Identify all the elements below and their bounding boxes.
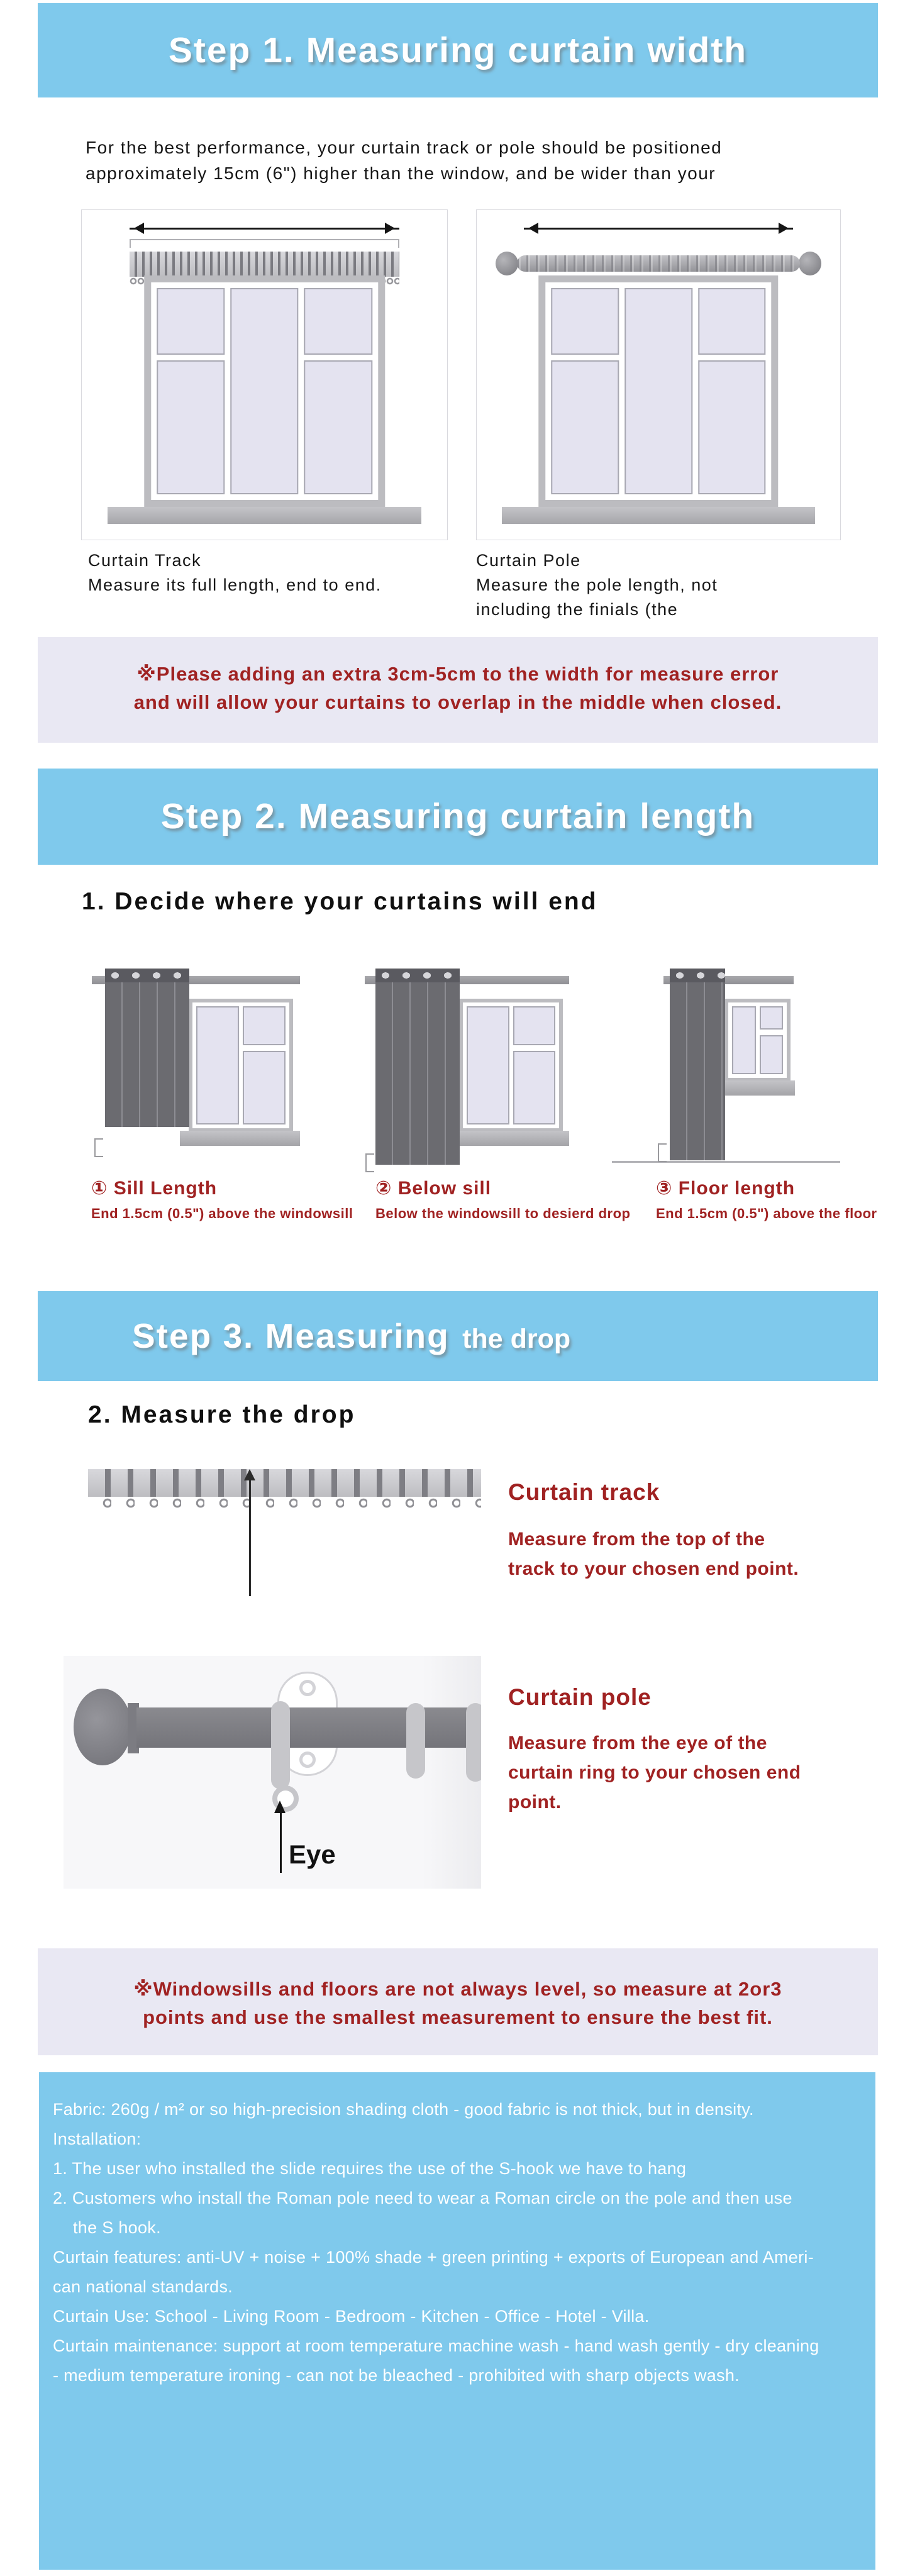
width-warning-panel xyxy=(38,637,878,743)
window-pane xyxy=(230,288,298,494)
pole-measure-line-1: Measure from the eye of the xyxy=(508,1733,767,1753)
width-warning-line-2: and will allow your curtains to overlap in the middle when closed. xyxy=(133,691,782,713)
pole-measure-title: Curtain pole xyxy=(508,1684,652,1710)
footer-line-maintenance-2: - medium temperature ironing - can not be bleached - prohibited with sharp objects wash. xyxy=(53,2366,740,2385)
step2-heading: 1. Decide where your curtains will end xyxy=(82,888,598,915)
window-pane xyxy=(698,360,766,494)
grommet-header-graphic xyxy=(670,969,725,982)
window-pane xyxy=(551,288,619,355)
curtain-pole-illustration xyxy=(476,209,841,540)
window-graphic xyxy=(189,999,293,1132)
window-pane xyxy=(196,1006,239,1124)
curtain-track-graphic xyxy=(130,252,400,277)
curtain-graphic xyxy=(105,969,189,1127)
window-graphic xyxy=(459,999,563,1132)
footer-line-install-2b: the S hook. xyxy=(73,2218,161,2237)
windowsill-graphic xyxy=(452,1131,569,1146)
windowsill-graphic xyxy=(108,507,422,524)
grommet-header-graphic xyxy=(375,969,460,982)
curtain-ring-icon xyxy=(466,1703,481,1782)
curtain-pole-eye-illustration xyxy=(64,1656,481,1889)
window-pane xyxy=(243,1051,286,1124)
measure-point-bracket-icon xyxy=(365,1153,374,1172)
footer-line-features-2: can national standards. xyxy=(53,2277,233,2296)
step3-banner-sub: the drop xyxy=(462,1324,571,1354)
intro-line-1: For the best performance, your curtain track or pole should be positioned xyxy=(86,138,723,157)
length-option-3-subtitle: End 1.5cm (0.5") above the floor xyxy=(656,1206,877,1221)
measure-arrow-line xyxy=(249,1479,251,1596)
track-caption-title: Curtain Track xyxy=(88,551,202,570)
length-option-3-title: ③ Floor length xyxy=(656,1178,796,1199)
curtain-graphic xyxy=(670,969,725,1160)
eye-label: Eye xyxy=(289,1840,336,1869)
level-warning-panel xyxy=(38,1948,878,2055)
product-details-panel xyxy=(39,2072,875,2570)
step1-banner: Step 1. Measuring curtain width xyxy=(38,3,878,97)
length-option-2-title: ② Below sill xyxy=(375,1178,492,1199)
pole-caption xyxy=(476,548,718,622)
level-warning-line-2: points and use the smallest measurement to ensure the best fit. xyxy=(143,2006,773,2028)
track-measure-line-2: track to your chosen end point. xyxy=(508,1558,799,1579)
windowsill-graphic xyxy=(502,507,814,524)
step3-banner xyxy=(38,1291,878,1381)
width-double-arrow-icon xyxy=(524,228,793,230)
pole-finial-icon xyxy=(74,1689,131,1765)
window-pane xyxy=(304,360,372,494)
window-pane xyxy=(157,360,225,494)
footer-line-installation: Installation: xyxy=(53,2129,141,2148)
floor-line xyxy=(612,1161,840,1163)
curtain-pole-graphic xyxy=(517,255,801,272)
track-caption-text: Measure its full length, end to end. xyxy=(88,575,382,594)
step1-intro-text xyxy=(86,135,891,186)
width-warning-line-1: ※Please adding an extra 3cm-5cm to the width for measure error xyxy=(136,663,779,685)
curtain-track-gliders-graphic xyxy=(88,1497,481,1511)
intro-line-2: approximately 15cm (6") higher than the window, and be wider than your xyxy=(86,164,716,183)
windowsill-graphic xyxy=(180,1131,300,1146)
windowsill-graphic xyxy=(722,1080,795,1096)
window-pane xyxy=(698,288,766,355)
pole-measure-line-2: curtain ring to your chosen end xyxy=(508,1762,801,1783)
window-graphic xyxy=(144,275,385,507)
length-option-3 xyxy=(656,1177,877,1222)
pole-caption-text-1: Measure the pole length, not xyxy=(476,575,718,594)
step3-heading: 2. Measure the drop xyxy=(88,1401,356,1428)
footer-line-fabric: Fabric: 260g / m² or so high-precision shading cloth - good fabric is not thick, but in density. xyxy=(53,2100,754,2119)
window-pane xyxy=(513,1051,556,1124)
measure-arrow-line xyxy=(280,1813,282,1873)
curtain-graphic xyxy=(375,969,460,1165)
curtain-ring-icon xyxy=(406,1703,425,1779)
window-pane xyxy=(732,1006,756,1074)
measure-bracket-icon xyxy=(130,239,400,248)
length-option-1-title: ① Sill Length xyxy=(91,1178,218,1199)
window-pane xyxy=(760,1035,784,1074)
curtain-track-illustration xyxy=(81,209,448,540)
window-pane xyxy=(304,288,372,355)
level-warning-line-1: ※Windowsills and floors are not always level, so measure at 2or3 xyxy=(133,1978,782,2000)
track-measure-text xyxy=(508,1524,799,1584)
window-pane xyxy=(513,1006,556,1045)
pole-finial-icon xyxy=(799,252,821,275)
window-graphic xyxy=(538,275,778,507)
footer-line-install-2: 2. Customers who install the Roman pole need to wear a Roman circle on the pole and then use xyxy=(53,2189,792,2207)
length-option-1 xyxy=(91,1177,353,1222)
measure-point-bracket-icon xyxy=(94,1138,103,1157)
window-pane xyxy=(760,1006,784,1030)
track-measure-line-1: Measure from the top of the xyxy=(508,1529,765,1550)
length-option-2-subtitle: Below the windowsill to desierd drop xyxy=(375,1206,631,1221)
window-graphic xyxy=(724,999,791,1082)
window-pane xyxy=(551,360,619,494)
length-option-2 xyxy=(375,1177,630,1222)
pole-finial-icon xyxy=(496,252,518,275)
measure-point-bracket-icon xyxy=(658,1143,667,1162)
window-pane xyxy=(624,288,692,494)
pole-caption-text-2: including the finials (the xyxy=(476,600,679,619)
step2-banner: Step 2. Measuring curtain length xyxy=(38,769,878,865)
up-arrow-icon xyxy=(274,1801,286,1813)
curtain-pole-graphic xyxy=(136,1707,481,1748)
pole-measure-line-3: point. xyxy=(508,1792,562,1813)
pole-measure-text xyxy=(508,1728,801,1817)
step3-banner-main: Step 3. Measuring xyxy=(132,1316,450,1355)
width-double-arrow-icon xyxy=(130,228,400,230)
grommet-header-graphic xyxy=(105,969,189,982)
window-pane xyxy=(157,288,225,355)
curtain-ring-icon xyxy=(271,1701,290,1789)
track-caption xyxy=(88,548,382,597)
track-measure-title: Curtain track xyxy=(508,1479,660,1505)
footer-line-maintenance: Curtain maintenance: support at room temperature machine wash - hand wash gently - dry cleaning xyxy=(53,2336,819,2355)
window-pane xyxy=(243,1006,286,1045)
footer-line-install-1: 1. The user who installed the slide requires the use of the S-hook we have to hang xyxy=(53,2159,687,2178)
length-option-1-subtitle: End 1.5cm (0.5") above the windowsill xyxy=(91,1206,353,1221)
pole-caption-title: Curtain Pole xyxy=(476,551,581,570)
window-pane xyxy=(467,1006,509,1124)
curtain-track-graphic xyxy=(88,1469,481,1497)
footer-line-use: Curtain Use: School - Living Room - Bedroom - Kitchen - Office - Hotel - Villa. xyxy=(53,2307,650,2326)
footer-line-features: Curtain features: anti-UV + noise + 100% shade + green printing + exports of European and Ameri- xyxy=(53,2248,814,2267)
up-arrow-icon xyxy=(244,1469,255,1480)
